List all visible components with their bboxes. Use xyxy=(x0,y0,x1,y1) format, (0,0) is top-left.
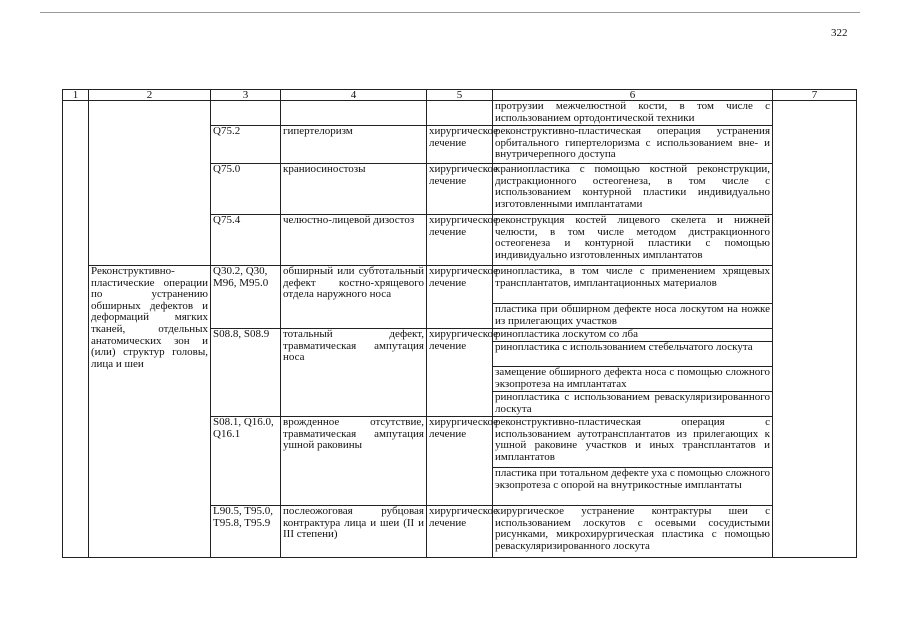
header-row xyxy=(63,90,857,101)
treatment-cell: хирургическое лечение xyxy=(427,506,493,558)
diagnosis-cell: краниосиностозы xyxy=(281,164,427,215)
header-cell: 3 xyxy=(211,90,281,101)
code-cell: L90.5, T95.0, T95.8, T95.9 xyxy=(211,506,281,558)
method-cell: замещение обширного дефекта носа с помощью сложного экзопротеза на имплантатах xyxy=(493,367,773,392)
table-row xyxy=(63,266,857,304)
col1-cell xyxy=(63,101,89,558)
method-cell: ринопластика с использованием стебельчатого лоскута xyxy=(493,342,773,367)
treatment-cell: хирургическое лечение xyxy=(427,329,493,417)
diagnosis-cell xyxy=(281,101,427,126)
header-cell: 2 xyxy=(89,90,211,101)
header-cell: 7 xyxy=(773,90,857,101)
method-cell: реконструктивно-пластическая операция устранения орбитального гипертелоризма с использованием вне- и внутричерепного доступа xyxy=(493,126,773,164)
method-cell: краниопластика с помощью костной реконструкции, дистракционного остеогенеза, в том числе с использованием контурной пластики индивидуально изготовленными имплантатами xyxy=(493,164,773,215)
table-row xyxy=(63,101,857,126)
group-label-cell: Реконструктивно-пластические операции по устранению обширных дефектов и деформаций мягких тканей, отдельных анатомических зон и (или) структур головы, лица и шеи xyxy=(89,266,211,558)
procedures-table xyxy=(62,89,857,558)
diagnosis-cell: врожденное отсутствие, травматическая ампутация ушной раковины xyxy=(281,417,427,506)
scan-artifact-line xyxy=(40,12,860,13)
treatment-cell xyxy=(427,101,493,126)
diagnosis-cell: челюстно-лицевой дизостоз xyxy=(281,215,427,266)
diagnosis-cell: послеожоговая рубцовая контрактура лица и шеи (II и III степени) xyxy=(281,506,427,558)
code-cell: S08.8, S08.9 xyxy=(211,329,281,417)
method-cell: реконструктивно-пластическая операция с использованием аутотрансплантатов из прилегающих к ушной раковине участков и иных трансплантатов и имплантатов xyxy=(493,417,773,468)
col2-cell xyxy=(89,101,211,266)
diagnosis-cell: обширный или субтотальный дефект костно-хрящевого отдела наружного носа xyxy=(281,266,427,329)
treatment-cell: хирургическое лечение xyxy=(427,417,493,506)
code-cell: Q75.4 xyxy=(211,215,281,266)
code-cell: Q30.2, Q30, M96, M95.0 xyxy=(211,266,281,329)
diagnosis-cell: тотальный дефект, травматическая ампутация носа xyxy=(281,329,427,417)
code-cell: Q75.2 xyxy=(211,126,281,164)
method-cell: реконструкция костей лицевого скелета и нижней челюсти, в том числе методом дистракционного остеогенеза и контурной пластики с помощью индивидуально изготовленных имплантатов xyxy=(493,215,773,266)
code-cell: Q75.0 xyxy=(211,164,281,215)
header-cell: 6 xyxy=(493,90,773,101)
page-number: 322 xyxy=(831,27,848,39)
method-cell: ринопластика, в том числе с применением хрящевых трансплантатов, имплантационных материалов xyxy=(493,266,773,304)
header-cell: 4 xyxy=(281,90,427,101)
treatment-cell: хирургическое лечение xyxy=(427,126,493,164)
treatment-cell: хирургическое лечение xyxy=(427,266,493,329)
diagnosis-cell: гипертелоризм xyxy=(281,126,427,164)
method-cell: ринопластика лоскутом со лба xyxy=(493,329,773,342)
method-cell: протрузии межчелюстной кости, в том числе с использованием ортодонтической техники xyxy=(493,101,773,126)
code-cell: S08.1, Q16.0, Q16.1 xyxy=(211,417,281,506)
method-cell: ринопластика с использованием реваскуляризированного лоскута xyxy=(493,392,773,417)
method-cell: пластика при тотальном дефекте уха с помощью сложного экзопротеза с опорой на внутрикостные имплантаты xyxy=(493,468,773,506)
header-cell: 1 xyxy=(63,90,89,101)
method-cell: пластика при обширном дефекте носа лоскутом на ножке из прилегающих участков xyxy=(493,304,773,329)
code-cell xyxy=(211,101,281,126)
method-cell: хирургическое устранение контрактуры шеи с использованием лоскутов с осевыми сосудистыми рисунками, микрохирургическая пластика с помощью реваскуляризированного лоскута xyxy=(493,506,773,558)
treatment-cell: хирургическое лечение xyxy=(427,215,493,266)
header-cell: 5 xyxy=(427,90,493,101)
treatment-cell: хирургическое лечение xyxy=(427,164,493,215)
col7-cell xyxy=(773,101,857,558)
